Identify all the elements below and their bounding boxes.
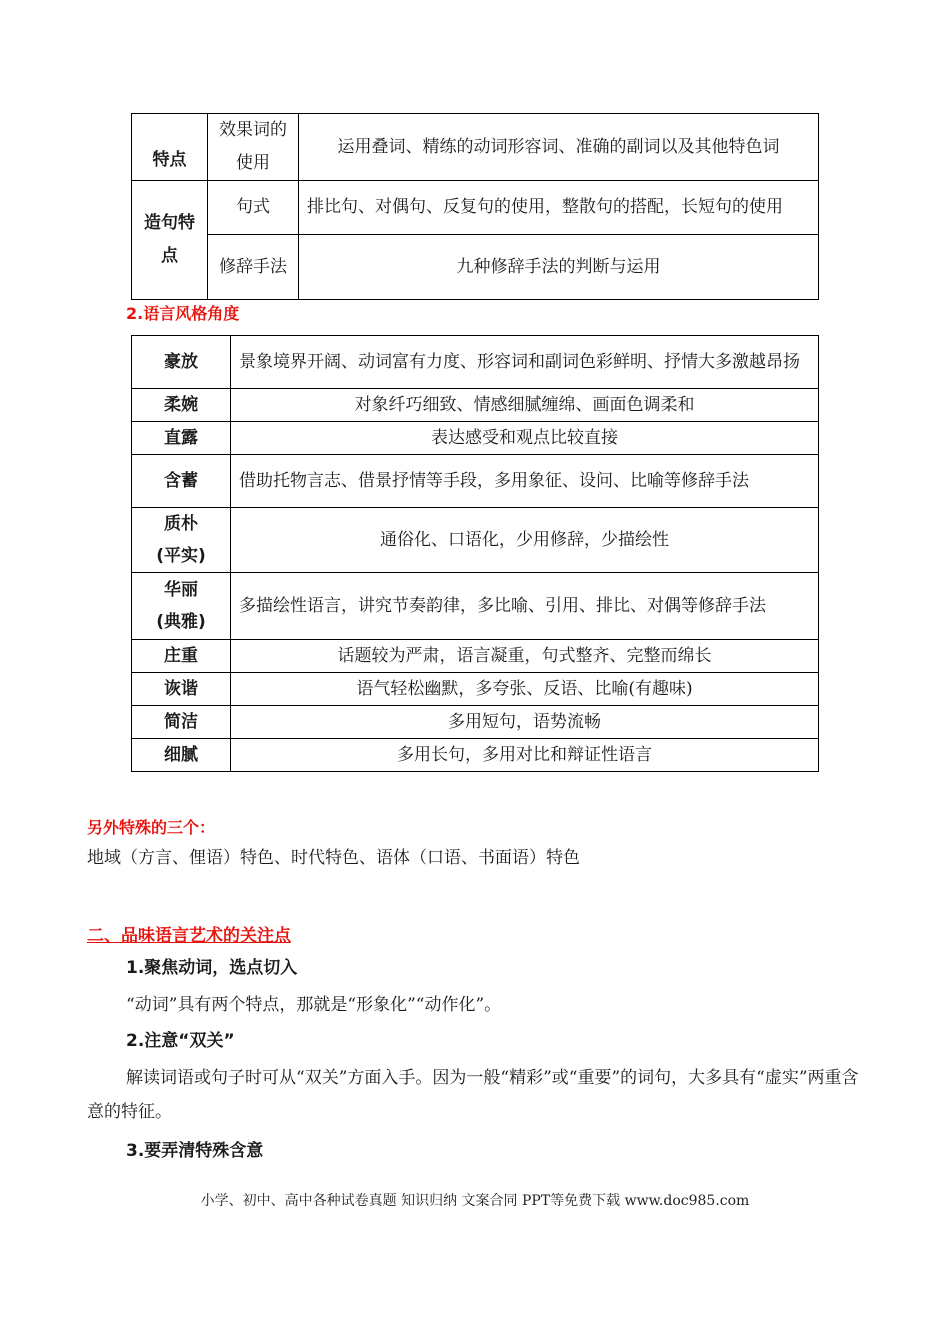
style-name: 柔婉 (132, 389, 231, 422)
point-title: 3.要弄清特殊含意 (126, 1141, 264, 1161)
table-row (132, 422, 819, 455)
style-description: 景象境界开阔、动词富有力度、形容词和副词色彩鲜明、抒情大多激越昂扬 (231, 336, 819, 389)
table-row (132, 508, 819, 573)
point-text: 解读词语或句子时可从“双关”方面入手。因为一般“精彩”或“重要”的词句，大多具有“虚实”两重含意的特征。 (87, 1068, 859, 1122)
features-table (131, 113, 819, 300)
style-name: 豪放 (132, 336, 231, 389)
style-name: 含蓄 (132, 455, 231, 508)
row-subkey: 句式 (208, 181, 299, 235)
point-text: “动词”具有两个特点，那就是“形象化”“动作化”。 (126, 995, 502, 1015)
point-title: 2.注意“双关” (126, 1031, 235, 1051)
style-name: 细腻 (132, 739, 231, 772)
part-heading: 二、品味语言艺术的关注点 (87, 926, 291, 946)
style-description: 多描绘性语言，讲究节奏韵律，多比喻、引用、排比、对偶等修辞手法 (231, 573, 819, 640)
point-title: 1.聚焦动词，选点切入 (126, 958, 298, 978)
page-footer: 小学、初中、高中各种试卷真题 知识归纳 文案合同 PPT等免费下载 www.doc985.com (200, 1193, 750, 1209)
style-description: 多用长句，多用对比和辩证性语言 (231, 739, 819, 772)
style-name: 诙谐 (132, 673, 231, 706)
table-row (132, 739, 819, 772)
style-name: 华丽(典雅) (132, 573, 231, 640)
style-description: 对象纤巧细致、情感细腻缠绵、画面色调柔和 (231, 389, 819, 422)
style-description: 借助托物言志、借景抒情等手段，多用象征、设问、比喻等修辞手法 (231, 455, 819, 508)
style-description: 表达感受和观点比较直接 (231, 422, 819, 455)
table-row (132, 573, 819, 640)
table-row (132, 114, 819, 181)
row-subkey: 效果词的使用 (208, 114, 299, 181)
style-description: 语气轻松幽默，多夸张、反语、比喻(有趣味) (231, 673, 819, 706)
row-description: 排比句、对偶句、反复句的使用，整散句的搭配，长短句的使用 (299, 181, 819, 235)
style-description: 话题较为严肃，语言凝重，句式整齐、完整而绵长 (231, 640, 819, 673)
style-name: 质朴(平实) (132, 508, 231, 573)
table-row (132, 706, 819, 739)
table-row (132, 235, 819, 300)
special-text: 地域（方言、俚语）特色、时代特色、语体（口语、书面语）特色 (87, 848, 580, 868)
style-name: 直露 (132, 422, 231, 455)
style-name: 庄重 (132, 640, 231, 673)
table-row (132, 181, 819, 235)
table-row (132, 640, 819, 673)
special-heading: 另外特殊的三个： (87, 818, 216, 837)
table-row (132, 336, 819, 389)
section-heading: 2.语言风格角度 (126, 304, 240, 323)
table-row (132, 455, 819, 508)
style-name: 简洁 (132, 706, 231, 739)
row-subkey: 修辞手法 (208, 235, 299, 300)
row-key: 造句特点 (132, 181, 208, 300)
row-description: 九种修辞手法的判断与运用 (299, 235, 819, 300)
style-description: 多用短句，语势流畅 (231, 706, 819, 739)
table-row (132, 673, 819, 706)
row-description: 运用叠词、精练的动词形容词、准确的副词以及其他特色词 (299, 114, 819, 181)
table-row (132, 389, 819, 422)
row-key: 特点 (132, 114, 208, 181)
style-table (131, 335, 819, 772)
style-description: 通俗化、口语化，少用修辞，少描绘性 (231, 508, 819, 573)
